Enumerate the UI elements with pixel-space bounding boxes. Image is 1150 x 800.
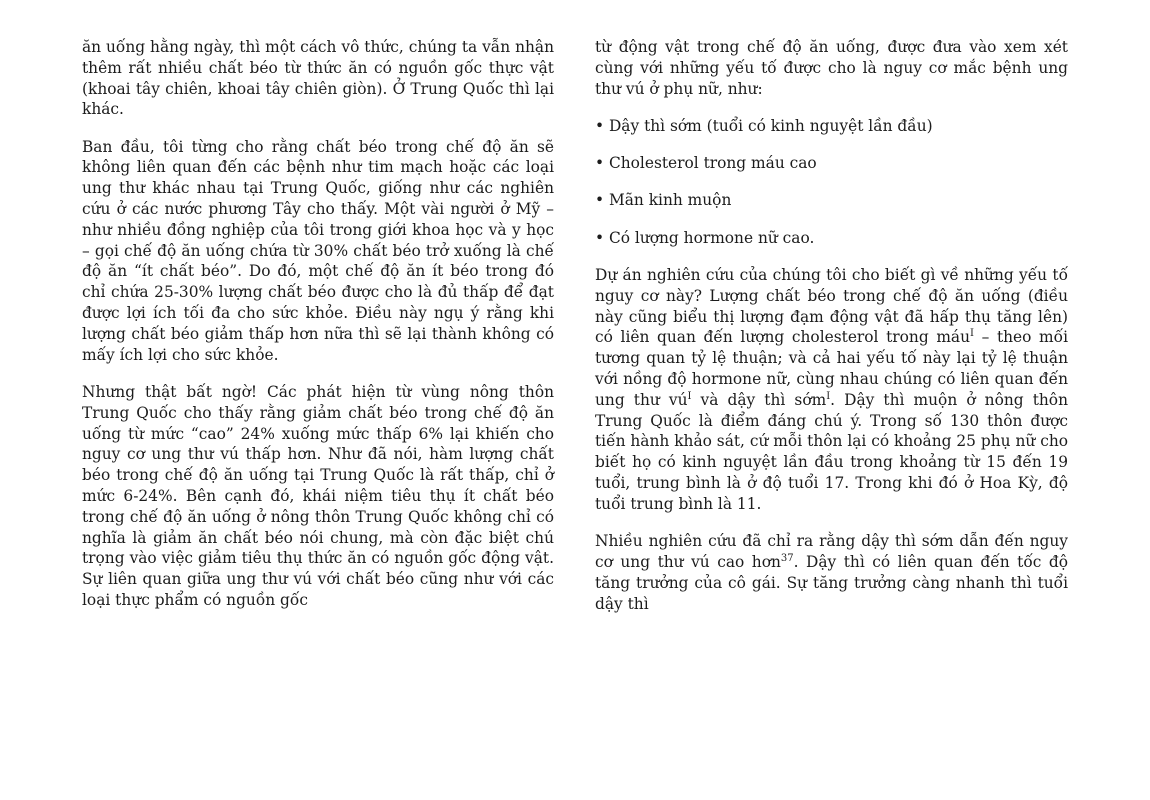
paragraph: Ban đầu, tôi từng cho rằng chất béo trong chế độ ăn sẽ không liên quan đến các bệnh như tim mạch hoặc các loại ung thư khác nhau tại Trung Quốc, giống như các nghiên cứu ở các nước phương Tây cho thấy. Một vài người ở Mỹ – như nhiều đồng nghiệp của tôi trong giới khoa học và y học – gọi chế độ ăn uống chứa từ 30% chất béo trở xuống là chế độ ăn “ít chất béo”. Do đó, một chế độ ăn ít béo trong đó chỉ chứa 25-30% lượng chất béo được cho là đủ thấp để đạt được lợi ích tối đa cho sức khỏe. Điều này ngụ ý rằng khi lượng chất béo giảm thấp hơn nữa thì sẽ lại thành không có mấy ích lợi cho sức khỏe. bbox=[82, 137, 554, 364]
text-run: và dậy thì sớm bbox=[691, 390, 827, 409]
paragraph: ăn uống hằng ngày, thì một cách vô thức, chúng ta vẫn nhận thêm rất nhiều chất béo từ thức ăn có nguồn gốc thực vật (khoai tây chiên, khoai tây chiên giòn). Ở Trung Quốc thì lại khác. bbox=[82, 38, 554, 119]
text-run: Dự án nghiên cứu của chúng tôi cho biết gì về những yếu tố nguy cơ này? Lượng chất béo trong chế độ ăn uống (điều này cũng biểu thị lượng đạm động vật đã hấp thụ tăng lên) có liên quan đến lượng cholesterol trong máu bbox=[595, 266, 1068, 347]
footnote-ref: I bbox=[687, 390, 692, 402]
list-item: • Có lượng hormone nữ cao. bbox=[595, 228, 815, 247]
footnote-ref: I bbox=[826, 390, 831, 402]
text-run: . Dậy thì có liên quan đến tốc độ tăng trưởng của cô gái. Sự tăng trưởng càng nhanh thì tuổi dậy thì bbox=[595, 552, 1069, 613]
list-item: • Cholesterol trong máu cao bbox=[595, 154, 817, 173]
text-run: . Dậy thì muộn ở nông thôn Trung Quốc là điểm đáng chú ý. Trong số 130 thôn được tiến hành khảo sát, cứ mỗi thôn lại có khoảng 25 phụ nữ cho biết họ có kinh nguyệt lần đầu trong khoảng từ 15 đến 19 tuổi, trung bình là ở độ tuổi 17. Trong khi đó ở Hoa Kỳ, độ tuổi trung bình là 11. bbox=[595, 390, 1068, 513]
right-column bbox=[595, 37, 1068, 631]
list-item: • Dậy thì sớm (tuổi có kinh nguyệt lần đầu) bbox=[595, 116, 933, 135]
list-item: • Mãn kinh muộn bbox=[595, 191, 732, 210]
footnote-ref: 37 bbox=[780, 552, 794, 564]
paragraph: từ động vật trong chế độ ăn uống, được đưa vào xem xét cùng với những yếu tố được cho là nguy cơ mắc bệnh ung thư vú ở phụ nữ, như: bbox=[595, 38, 1068, 98]
paragraph: Nhưng thật bất ngờ! Các phát hiện từ vùng nông thôn Trung Quốc cho thấy rằng giảm chất béo trong chế độ ăn uống từ mức “cao” 24% xuống mức thấp 6% lại khiến cho nguy cơ ung thư vú thấp hơn. Như đã nói, hàm lượng chất béo trong chế độ ăn uống tại Trung Quốc là rất thấp, chỉ ở mức 6-24%. Bên cạnh đó, khái niệm tiêu thụ ít chất béo trong chế độ ăn uống ở nông thôn Trung Quốc không chỉ có nghĩa là giảm ăn chất béo nói chung, mà còn đặc biệt chú trọng vào việc giảm tiêu thụ thức ăn có nguồn gốc động vật. Sự liên quan giữa ung thư vú với chất béo cũng như với các loại thực phẩm có nguồn gốc bbox=[82, 382, 554, 609]
paragraph bbox=[595, 265, 1068, 515]
text-run: Nhiều nghiên cứu đã chỉ ra rằng dậy thì sớm dẫn đến nguy cơ ung thư vú cao hơn bbox=[595, 532, 1068, 571]
footnote-ref: I bbox=[970, 328, 974, 340]
left-column bbox=[82, 37, 554, 627]
text-run: – theo mối tương quan tỷ lệ thuận; và cả hai yếu tố này lại tỷ lệ thuận với nồng độ hormone nữ, cùng nhau chúng có liên quan đến ung thư vú bbox=[595, 328, 1068, 409]
paragraph bbox=[595, 531, 1068, 614]
